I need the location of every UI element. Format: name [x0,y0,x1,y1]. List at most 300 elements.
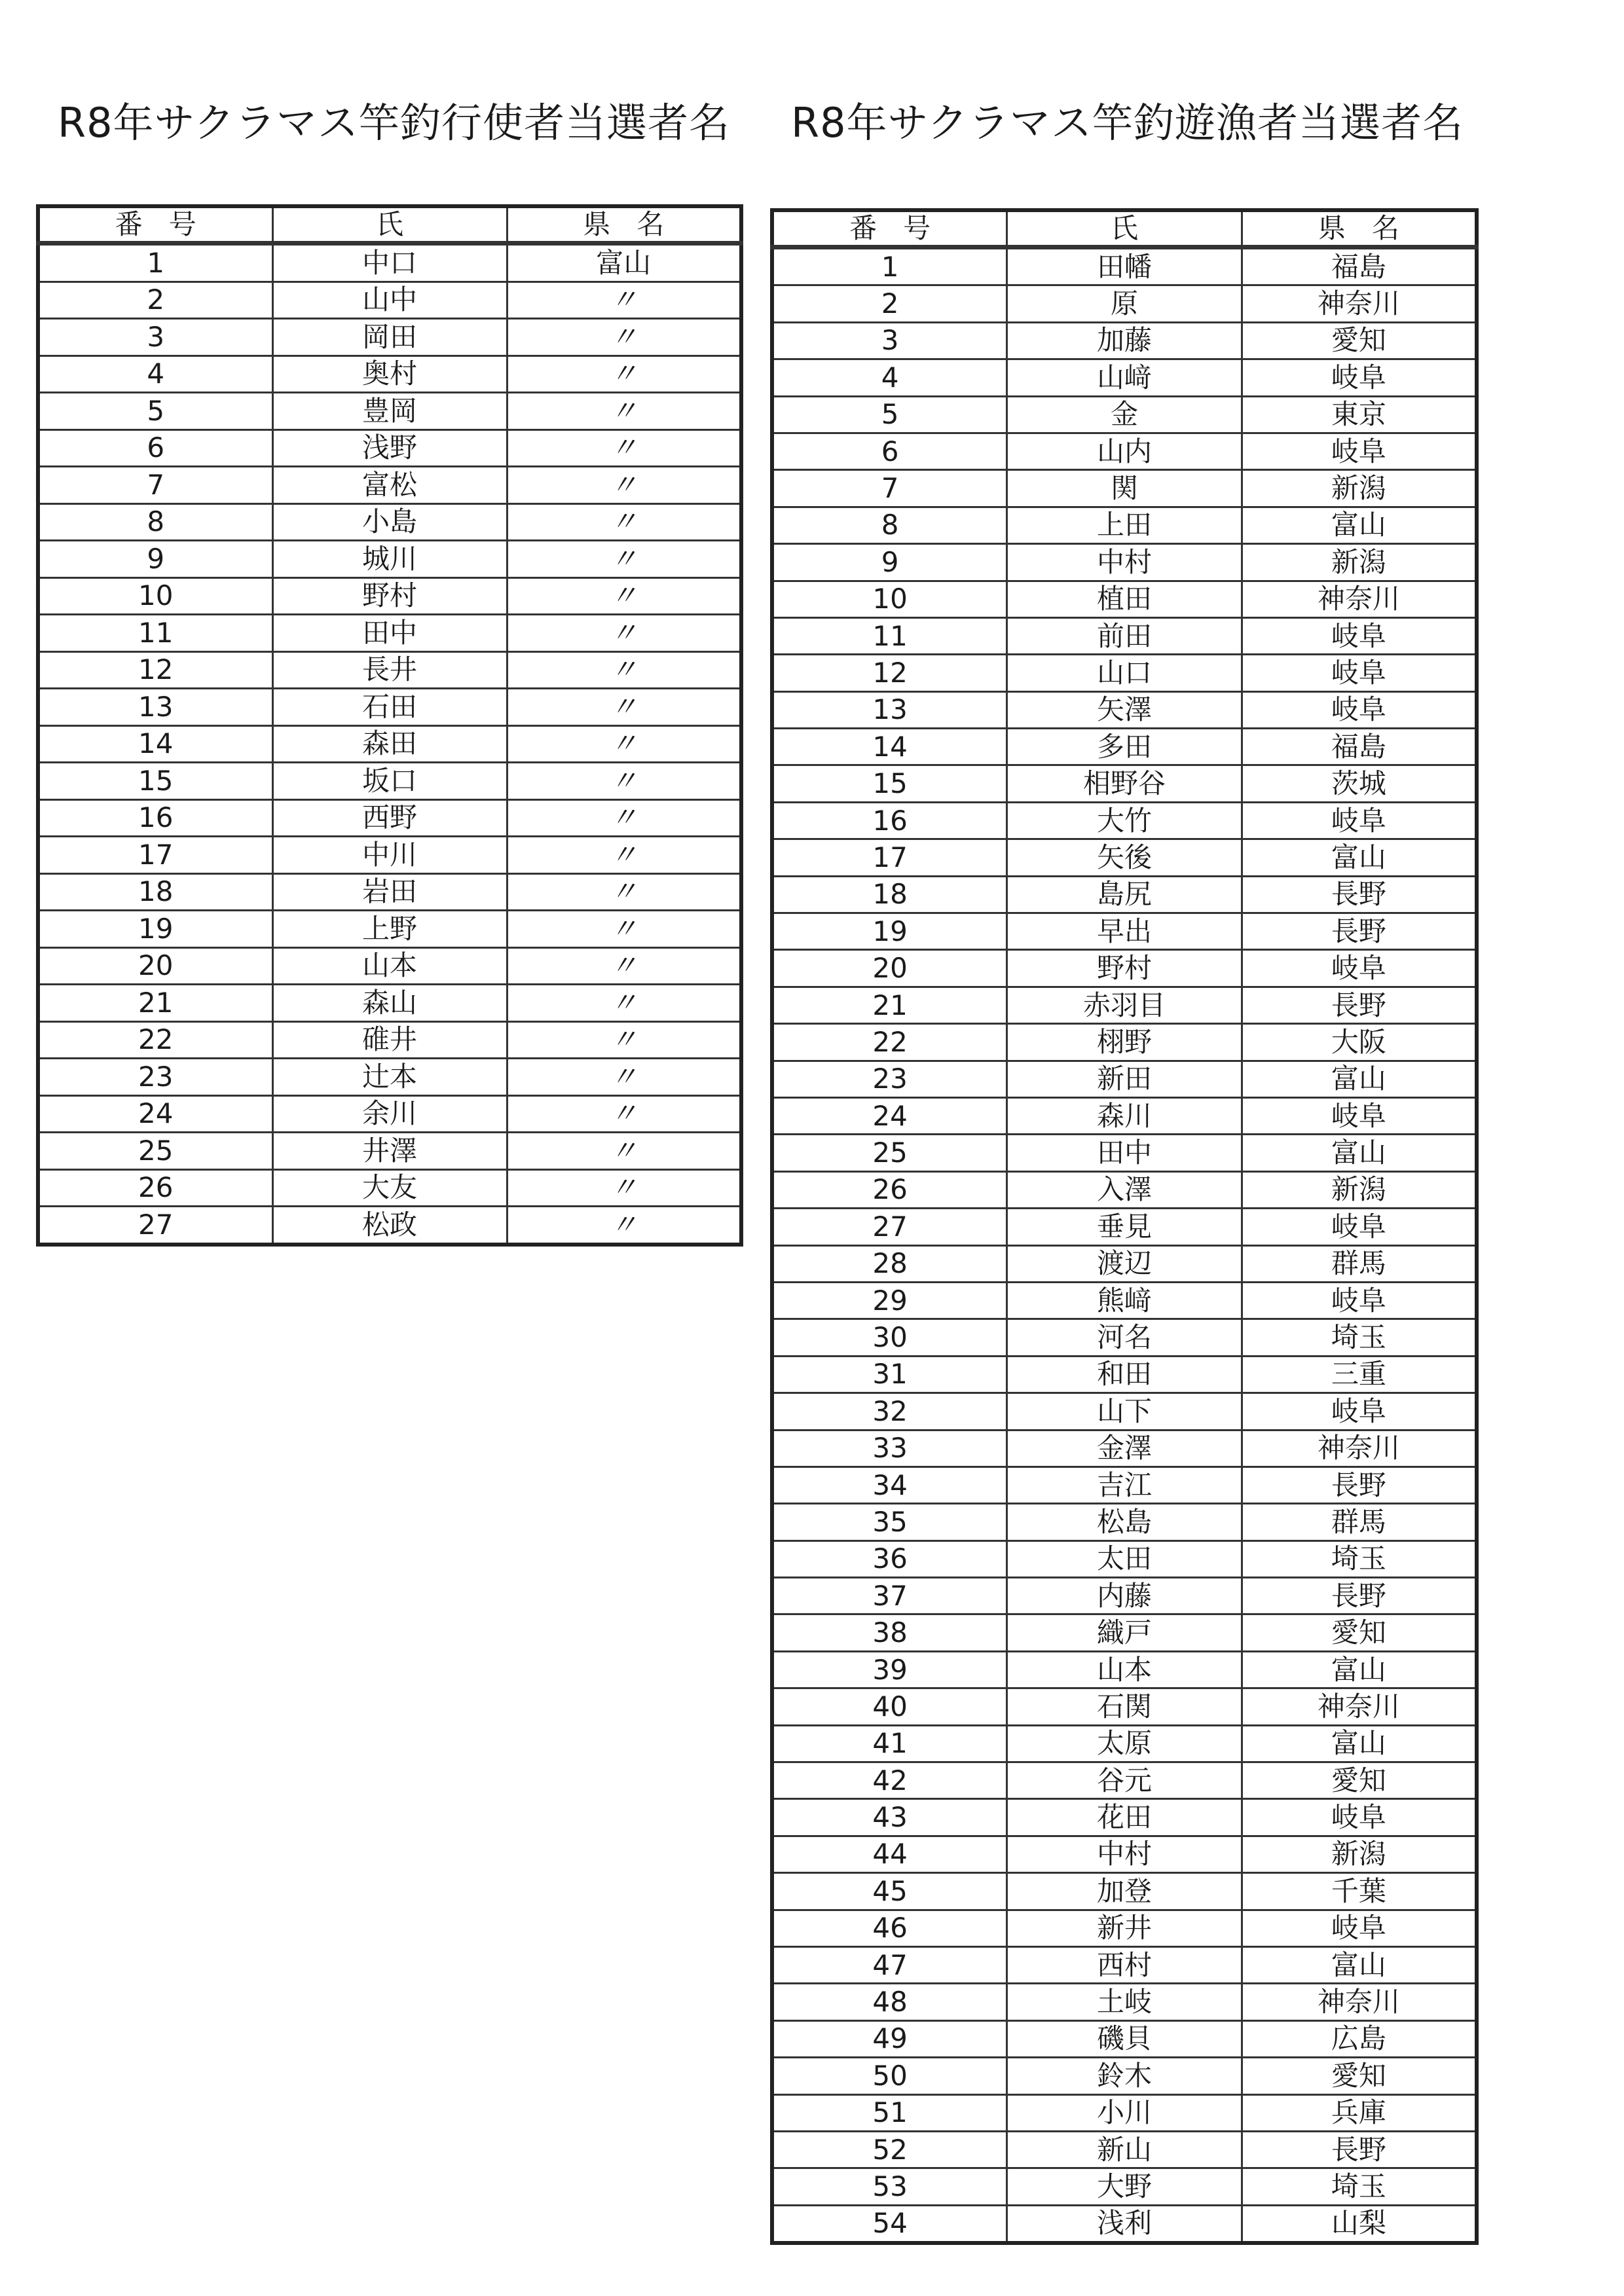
table-row [772,1984,1477,2020]
cell-name: 前田 [1007,617,1242,654]
cell-name: 熊﨑 [1007,1282,1242,1319]
table-row [772,433,1477,469]
table-row [772,1061,1477,1097]
cell-number: 11 [772,617,1007,654]
cell-name: 栩野 [1007,1024,1242,1061]
table-row [772,2205,1477,2243]
cell-number: 25 [38,1133,272,1170]
cell-prefecture: 神奈川 [1242,285,1477,322]
cell-number: 5 [38,393,272,430]
cell-prefecture: 岐阜 [1242,1209,1477,1245]
cell-number: 9 [772,544,1007,581]
cell-prefecture: 〃 [507,429,741,467]
cell-prefecture: 神奈川 [1242,1430,1477,1467]
cell-number: 28 [772,1245,1007,1282]
cell-number: 46 [772,1910,1007,1946]
cell-number: 30 [772,1319,1007,1356]
cell-prefecture: 新潟 [1242,544,1477,581]
cell-number: 16 [772,802,1007,839]
cell-number: 14 [772,729,1007,765]
table-row [38,355,741,393]
cell-number: 19 [38,911,272,948]
cell-name: 上田 [1007,507,1242,543]
cell-prefecture: 〃 [507,393,741,430]
cell-name: 城川 [272,541,507,578]
cell-name: 野村 [272,577,507,615]
cell-name: 坂口 [272,763,507,800]
cell-name: 碓井 [272,1021,507,1059]
table-row [772,1614,1477,1651]
cell-number: 37 [772,1578,1007,1614]
cell-number: 14 [38,725,272,763]
table-row [772,1171,1477,1208]
cell-prefecture: 〃 [507,873,741,911]
cell-name: 山﨑 [1007,359,1242,396]
cell-prefecture: 岐阜 [1242,691,1477,728]
cell-name: 織戸 [1007,1614,1242,1651]
cell-number: 3 [772,322,1007,359]
table-row [772,876,1477,913]
header-prefecture: 県名 [1242,210,1477,247]
cell-number: 18 [772,876,1007,913]
cell-name: 関 [1007,470,1242,507]
table-row [772,1688,1477,1725]
cell-prefecture: 富山 [1242,1651,1477,1688]
cell-prefecture: 岐阜 [1242,950,1477,987]
table-row [772,765,1477,802]
cell-prefecture: 〃 [507,799,741,837]
cell-prefecture: 愛知 [1242,1762,1477,1799]
cell-name: 中川 [272,837,507,874]
cell-number: 13 [772,691,1007,728]
recreational-angler-winners-table [770,208,1479,2245]
table-row [772,1356,1477,1393]
table-row [772,470,1477,507]
cell-number: 35 [772,1504,1007,1540]
cell-name: 西村 [1007,1946,1242,1983]
cell-name: 浅野 [272,429,507,467]
cell-number: 23 [38,1059,272,1096]
cell-prefecture: 〃 [507,1169,741,1207]
cell-prefecture: 山梨 [1242,2205,1477,2243]
cell-prefecture: 埼玉 [1242,1319,1477,1356]
cell-number: 22 [772,1024,1007,1061]
cell-name: 太原 [1007,1725,1242,1762]
cell-name: 富松 [272,467,507,504]
table-row [38,319,741,356]
cell-prefecture: 福島 [1242,729,1477,765]
left-table-title: R8年サクラマス竿釣行使者当選者名 [58,99,731,147]
cell-name: 岡田 [272,319,507,356]
cell-name: 渡辺 [1007,1245,1242,1282]
cell-number: 47 [772,1946,1007,1983]
cell-number: 26 [38,1169,272,1207]
cell-name: 山本 [1007,1651,1242,1688]
cell-number: 17 [38,837,272,874]
cell-number: 41 [772,1725,1007,1762]
table-row [772,544,1477,581]
cell-prefecture: 〃 [507,1207,741,1245]
cell-number: 6 [38,429,272,467]
cell-number: 4 [38,355,272,393]
cell-number: 44 [772,1836,1007,1872]
cell-name: 和田 [1007,1356,1242,1393]
table-row [38,1021,741,1059]
cell-prefecture: 岐阜 [1242,1282,1477,1319]
cell-number: 10 [772,581,1007,617]
cell-prefecture: 埼玉 [1242,1540,1477,1577]
cell-prefecture: 愛知 [1242,322,1477,359]
cell-name: 多田 [1007,729,1242,765]
table-row [772,1873,1477,1910]
cell-name: 加登 [1007,1873,1242,1910]
cell-name: 山中 [272,282,507,319]
cell-name: 豊岡 [272,393,507,430]
table-row [38,651,741,689]
table-row [772,802,1477,839]
cell-name: 石田 [272,689,507,726]
table-row [772,691,1477,728]
cell-name: 中口 [272,244,507,282]
table-row [38,689,741,726]
table-row [772,950,1477,987]
table-row [772,1762,1477,1799]
cell-name: 金 [1007,396,1242,433]
cell-number: 7 [772,470,1007,507]
cell-prefecture: 〃 [507,689,741,726]
cell-name: 辻本 [272,1059,507,1096]
cell-prefecture: 岐阜 [1242,1393,1477,1430]
table-row [772,1097,1477,1134]
cell-prefecture: 千葉 [1242,1873,1477,1910]
cell-name: 新田 [1007,1061,1242,1097]
table-row [772,729,1477,765]
table-row [38,615,741,652]
cell-name: 田幡 [1007,247,1242,285]
cell-prefecture: 富山 [1242,1725,1477,1762]
table-row [38,985,741,1022]
table-row [772,1282,1477,1319]
cell-name: 松政 [272,1207,507,1245]
table-row [772,1799,1477,1836]
table-row [772,2094,1477,2131]
cell-name: 上野 [272,911,507,948]
cell-number: 6 [772,433,1007,469]
cell-name: 相野谷 [1007,765,1242,802]
cell-number: 21 [772,987,1007,1023]
cell-prefecture: 富山 [1242,507,1477,543]
cell-prefecture: 兵庫 [1242,2094,1477,2131]
cell-prefecture: 〃 [507,837,741,874]
cell-name: 太田 [1007,1540,1242,1577]
cell-prefecture: 富山 [1242,1946,1477,1983]
table-row [772,396,1477,433]
cell-prefecture: 岐阜 [1242,1097,1477,1134]
cell-prefecture: 〃 [507,947,741,985]
table-row [38,1169,741,1207]
cell-name: 山下 [1007,1393,1242,1430]
cell-prefecture: 〃 [507,467,741,504]
cell-prefecture: 富山 [1242,839,1477,876]
table-row [772,1946,1477,1983]
cell-number: 23 [772,1061,1007,1097]
cell-name: 入澤 [1007,1171,1242,1208]
table-row [772,1430,1477,1467]
cell-prefecture: 岐阜 [1242,1799,1477,1836]
table-row [772,1467,1477,1503]
cell-number: 51 [772,2094,1007,2131]
cell-prefecture: 岐阜 [1242,1910,1477,1946]
cell-number: 8 [772,507,1007,543]
cell-prefecture: 岐阜 [1242,655,1477,691]
cell-number: 36 [772,1540,1007,1577]
cell-prefecture: 大阪 [1242,1024,1477,1061]
cell-prefecture: 〃 [507,985,741,1022]
cell-number: 50 [772,2058,1007,2094]
table-row [38,282,741,319]
rod-rights-winners-table [36,204,743,1247]
cell-name: 石関 [1007,1688,1242,1725]
cell-name: 大野 [1007,2168,1242,2205]
cell-prefecture: 新潟 [1242,470,1477,507]
cell-prefecture: 〃 [507,615,741,652]
cell-number: 8 [38,503,272,541]
cell-number: 39 [772,1651,1007,1688]
cell-number: 26 [772,1171,1007,1208]
table-row [772,1135,1477,1171]
cell-number: 2 [772,285,1007,322]
cell-name: 余川 [272,1095,507,1133]
cell-prefecture: 〃 [507,541,741,578]
table-header-row [772,210,1477,247]
cell-prefecture: 富山 [1242,1061,1477,1097]
cell-prefecture: 長野 [1242,2131,1477,2168]
cell-number: 1 [38,244,272,282]
cell-name: 森川 [1007,1097,1242,1134]
cell-number: 48 [772,1984,1007,2020]
cell-number: 9 [38,541,272,578]
table-row [38,393,741,430]
table-row [38,947,741,985]
cell-prefecture: 埼玉 [1242,2168,1477,2205]
cell-prefecture: 〃 [507,1095,741,1133]
cell-number: 25 [772,1135,1007,1171]
cell-prefecture: 〃 [507,651,741,689]
cell-prefecture: 〃 [507,1021,741,1059]
cell-prefecture: 〃 [507,725,741,763]
right-table-title: R8年サクラマス竿釣遊漁者当選者名 [791,99,1464,147]
table-header-row [38,206,741,244]
cell-name: 中村 [1007,1836,1242,1872]
cell-name: 小島 [272,503,507,541]
cell-name: 原 [1007,285,1242,322]
cell-number: 22 [38,1021,272,1059]
cell-prefecture: 東京 [1242,396,1477,433]
cell-name: 磯貝 [1007,2020,1242,2057]
cell-number: 15 [38,763,272,800]
cell-number: 11 [38,615,272,652]
cell-number: 19 [772,913,1007,950]
cell-prefecture: 神奈川 [1242,581,1477,617]
cell-prefecture: 岐阜 [1242,433,1477,469]
cell-name: 加藤 [1007,322,1242,359]
header-number: 番号 [38,206,272,244]
table-row [772,1393,1477,1430]
cell-name: 山口 [1007,655,1242,691]
cell-number: 33 [772,1430,1007,1467]
cell-prefecture: 〃 [507,1133,741,1170]
cell-number: 53 [772,2168,1007,2205]
cell-name: 山本 [272,947,507,985]
cell-prefecture: 岐阜 [1242,617,1477,654]
cell-number: 42 [772,1762,1007,1799]
cell-number: 38 [772,1614,1007,1651]
cell-name: 森山 [272,985,507,1022]
table-row [772,285,1477,322]
cell-name: 矢澤 [1007,691,1242,728]
cell-name: 土岐 [1007,1984,1242,2020]
cell-name: 野村 [1007,950,1242,987]
cell-number: 5 [772,396,1007,433]
cell-prefecture: 長野 [1242,987,1477,1023]
table-row [772,1209,1477,1245]
table-row [38,503,741,541]
cell-number: 20 [772,950,1007,987]
cell-number: 29 [772,1282,1007,1319]
table-row [772,1319,1477,1356]
cell-name: 谷元 [1007,1762,1242,1799]
table-row [772,1578,1477,1614]
table-row [38,429,741,467]
cell-prefecture: 神奈川 [1242,1984,1477,2020]
table-row [38,541,741,578]
table-row [38,873,741,911]
table-row [772,322,1477,359]
table-row [38,467,741,504]
table-row [772,913,1477,950]
table-row [772,359,1477,396]
cell-number: 13 [38,689,272,726]
cell-name: 浅利 [1007,2205,1242,2243]
cell-prefecture: 新潟 [1242,1171,1477,1208]
table-row [38,1095,741,1133]
cell-name: 西野 [272,799,507,837]
table-row [772,655,1477,691]
table-row [38,911,741,948]
table-row [772,1910,1477,1946]
table-row [772,1024,1477,1061]
cell-number: 31 [772,1356,1007,1393]
cell-prefecture: 〃 [507,763,741,800]
cell-prefecture: 神奈川 [1242,1688,1477,1725]
cell-number: 24 [38,1095,272,1133]
table-row [772,987,1477,1023]
cell-prefecture: 長野 [1242,1467,1477,1503]
table-row [38,577,741,615]
table-row [772,2058,1477,2094]
cell-prefecture: 長野 [1242,1578,1477,1614]
table-row [772,2168,1477,2205]
cell-name: 中村 [1007,544,1242,581]
cell-number: 21 [38,985,272,1022]
table-row [772,581,1477,617]
cell-prefecture: 〃 [507,355,741,393]
header-number: 番号 [772,210,1007,247]
table-row [772,1540,1477,1577]
table-row [772,1504,1477,1540]
table-row [772,1836,1477,1872]
cell-prefecture: 〃 [507,503,741,541]
cell-name: 岩田 [272,873,507,911]
cell-name: 金澤 [1007,1430,1242,1467]
cell-prefecture: 新潟 [1242,1836,1477,1872]
table-row [772,247,1477,285]
cell-number: 27 [38,1207,272,1245]
cell-name: 長井 [272,651,507,689]
cell-prefecture: 岐阜 [1242,802,1477,839]
cell-prefecture: 〃 [507,911,741,948]
cell-prefecture: 〃 [507,282,741,319]
cell-number: 3 [38,319,272,356]
table-row [38,725,741,763]
cell-number: 34 [772,1467,1007,1503]
cell-name: 大友 [272,1169,507,1207]
cell-name: 新井 [1007,1910,1242,1946]
cell-prefecture: 茨城 [1242,765,1477,802]
cell-name: 松島 [1007,1504,1242,1540]
table-row [38,799,741,837]
cell-prefecture: 三重 [1242,1356,1477,1393]
cell-prefecture: 岐阜 [1242,359,1477,396]
cell-number: 43 [772,1799,1007,1836]
table-row [38,837,741,874]
cell-name: 矢後 [1007,839,1242,876]
cell-number: 12 [772,655,1007,691]
cell-name: 植田 [1007,581,1242,617]
cell-prefecture: 〃 [507,577,741,615]
cell-number: 54 [772,2205,1007,2243]
cell-name: 奥村 [272,355,507,393]
cell-prefecture: 群馬 [1242,1245,1477,1282]
cell-name: 山内 [1007,433,1242,469]
table-row [38,763,741,800]
cell-prefecture: 長野 [1242,876,1477,913]
table-row [772,2020,1477,2057]
cell-prefecture: 富山 [1242,1135,1477,1171]
cell-name: 新山 [1007,2131,1242,2168]
cell-prefecture: 群馬 [1242,1504,1477,1540]
cell-name: 大竹 [1007,802,1242,839]
cell-name: 河名 [1007,1319,1242,1356]
table-row [772,1725,1477,1762]
cell-number: 12 [38,651,272,689]
table-row [772,2131,1477,2168]
cell-number: 4 [772,359,1007,396]
table-row [772,617,1477,654]
cell-name: 井澤 [272,1133,507,1170]
header-prefecture: 県名 [507,206,741,244]
cell-name: 赤羽目 [1007,987,1242,1023]
cell-number: 40 [772,1688,1007,1725]
cell-number: 45 [772,1873,1007,1910]
table-row [38,1059,741,1096]
cell-prefecture: 〃 [507,1059,741,1096]
table-row [38,244,741,282]
cell-name: 森田 [272,725,507,763]
cell-name: 垂見 [1007,1209,1242,1245]
cell-number: 15 [772,765,1007,802]
table-row [772,1245,1477,1282]
